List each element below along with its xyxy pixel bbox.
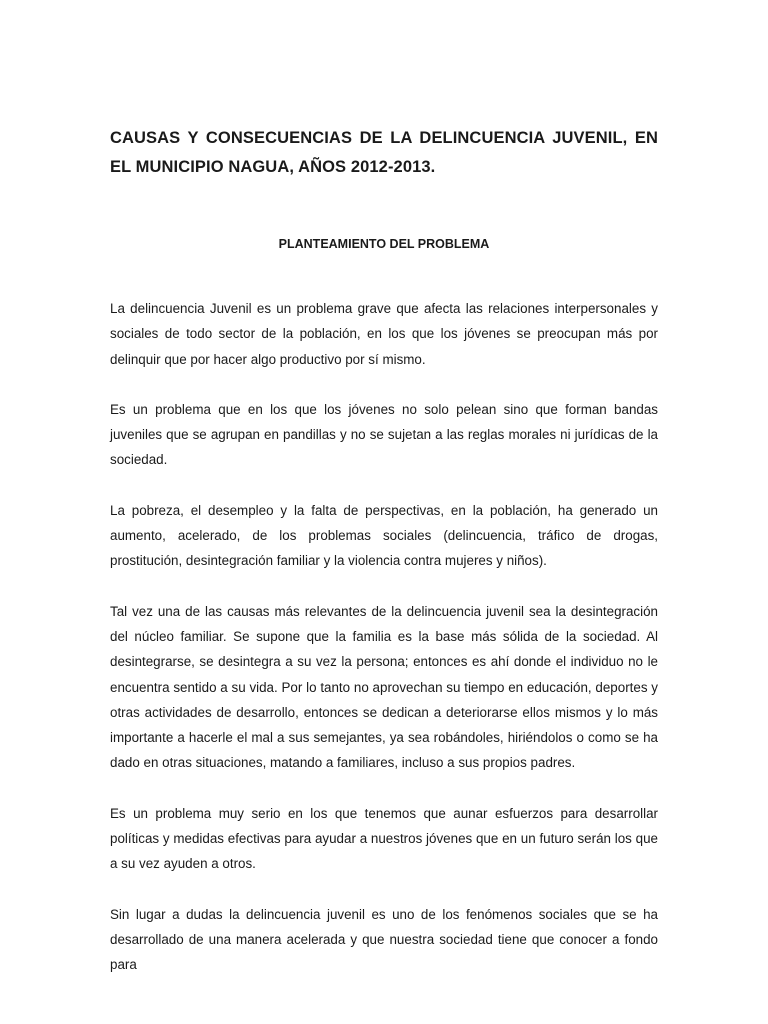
paragraph-5: Es un problema muy serio en los que tenemos que aunar esfuerzos para desarrollar políticas y medidas efectivas para ayudar a nuestros jóvenes que en un futuro serán los que a su vez ayuden a otros. [110,805,658,872]
paragraph-6: Sin lugar a dudas la delincuencia juvenil es uno de los fenómenos sociales que se ha desarrollado de una manera acelerada y que nuestra sociedad tiene que conocer a fondo para [110,906,658,973]
paragraph-3: La pobreza, el desempleo y la falta de perspectivas, en la población, ha generado un aumento, acelerado, de los problemas sociales (delincuencia, tráfico de drogas, prostitución, desintegración familiar y la violencia contra mujeres y niños). [110,502,658,569]
document-title: CAUSAS Y CONSECUENCIAS DE LA DELINCUENCIA JUVENIL, EN EL MUNICIPIO NAGUA, AÑOS 2012-2013. [110,129,658,176]
paragraph-1: La delincuencia Juvenil es un problema grave que afecta las relaciones interpersonales y sociales de todo sector de la población, en los que los jóvenes se preocupan más por delinquir que por hacer algo productivo por sí mismo. [110,301,658,367]
document-content [110,124,658,978]
paragraph-4: Tal vez una de las causas más relevantes de la delincuencia juvenil sea la desintegración del núcleo familiar. Se supone que la familia es la base más sólida de la sociedad. Al desintegrarse, se desintegra a su vez la persona; entonces es ahí donde el individuo no le encuentra sentido a su vida. Por lo tanto no aprovechan su tiempo en educación, deportes y otras actividades de desarrollo, entonces se dedican a deteriorarse ellos mismos y lo más importante a hacerle el mal a sus semejantes, ya sea robándoles, hiriéndolos o como se ha dado en otras situaciones, matando a familiares, incluso a sus propios padres. [110,603,658,771]
paragraph-2: Es un problema que en los que los jóvenes no solo pelean sino que forman bandas juveniles que se agrupan en pandillas y no se sujetan a las reglas morales ni jurídicas de la sociedad. [110,401,658,468]
section-heading: PLANTEAMIENTO DEL PROBLEMA [278,237,490,251]
document-body [110,296,658,978]
